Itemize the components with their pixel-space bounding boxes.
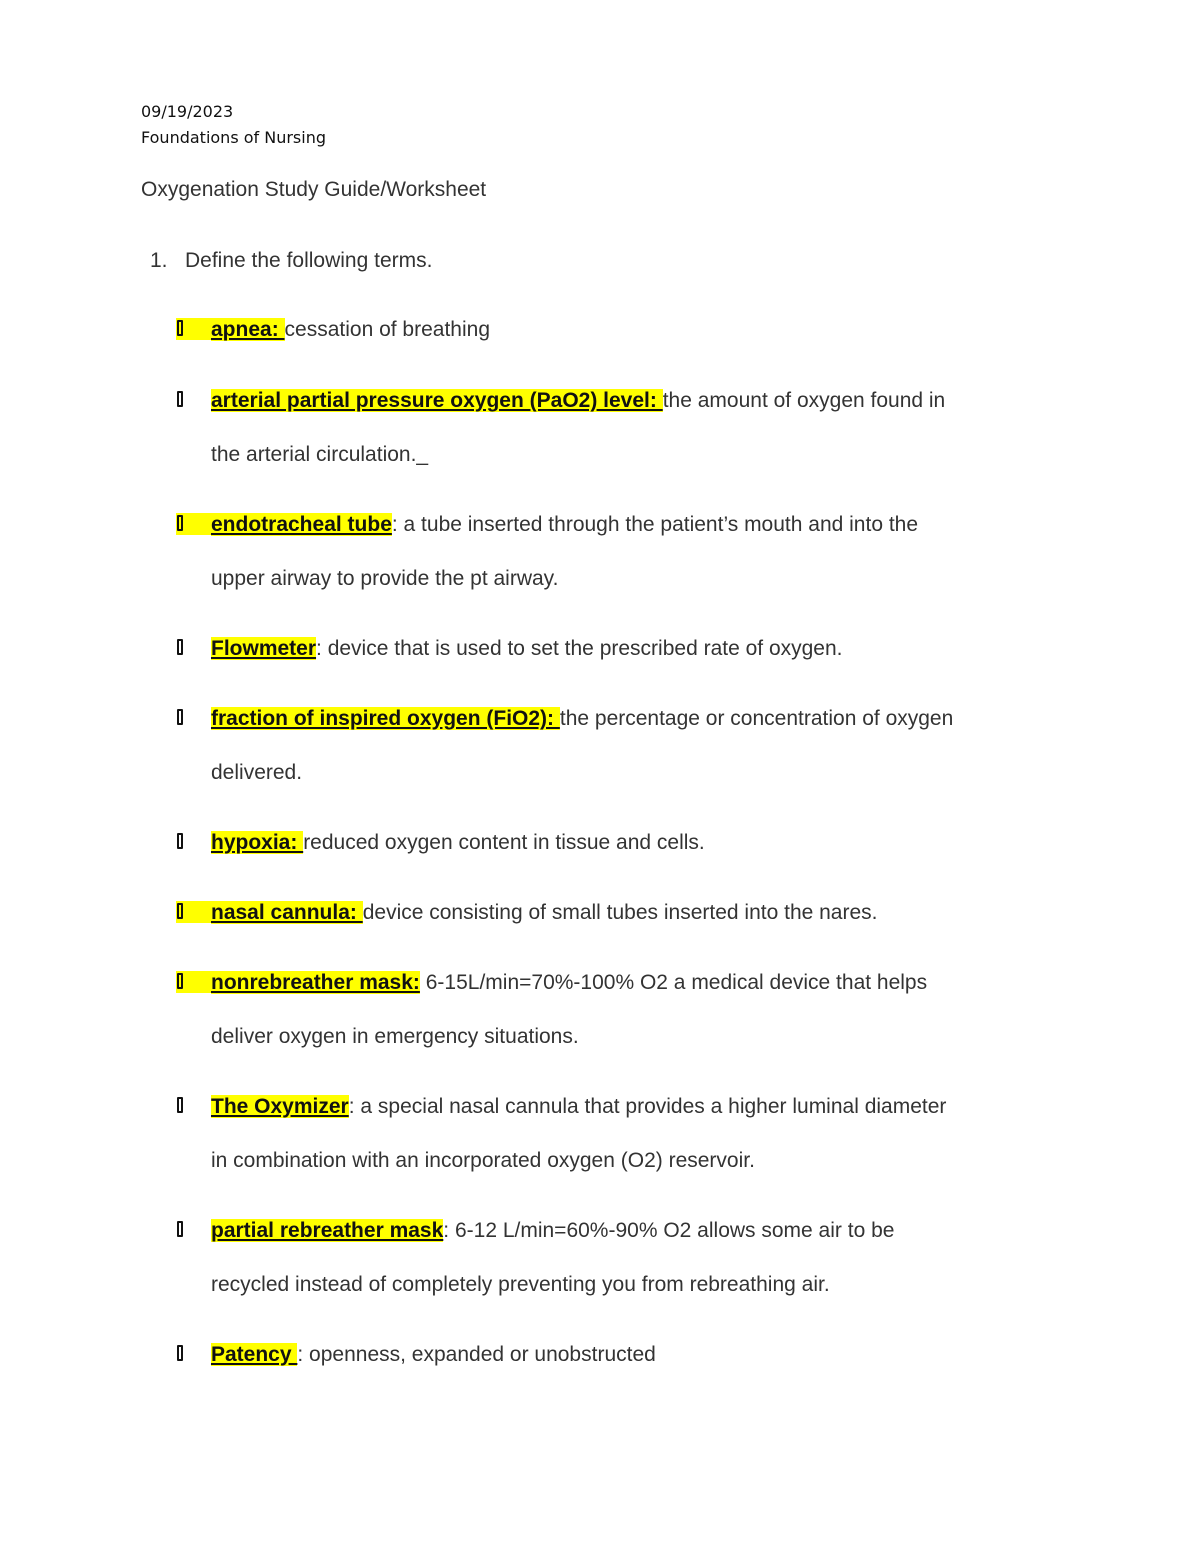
list-item: [211, 513, 918, 537]
question-number: 1.: [150, 249, 168, 272]
definition: : a tube inserted through the patient’s mouth and into the: [391, 513, 919, 536]
definition: cessation of breathing: [284, 318, 490, 341]
definition-continued: the arterial circulation._: [211, 443, 429, 466]
bullet-icon: [176, 1343, 190, 1365]
bullet-icon: [176, 1095, 190, 1117]
list-item: [211, 707, 953, 731]
definition: : 6-12 L/min=60%-90% O2 allows some air to be: [443, 1219, 895, 1242]
term: The Oxymizer: [211, 1095, 349, 1118]
list-item: [211, 637, 843, 661]
bullet-icon: [176, 513, 212, 535]
term: fraction of inspired oxygen (FiO2):: [211, 707, 560, 730]
definition-continued: recycled instead of completely preventing you from rebreathing air.: [211, 1273, 830, 1296]
definition: 6-15L/min=70%-100% O2 a medical device that helps: [419, 971, 928, 994]
term: arterial partial pressure oxygen (PaO2) level:: [211, 389, 663, 412]
bullet-icon: [176, 389, 190, 411]
page-title: Oxygenation Study Guide/Worksheet: [141, 178, 487, 201]
bullet-icon: [176, 707, 190, 729]
question-1: [150, 249, 432, 273]
definition-continued: upper airway to provide the pt airway.: [211, 567, 559, 590]
term: nonrebreather mask:: [211, 971, 420, 994]
term: Flowmeter: [211, 637, 317, 660]
term: nasal cannula:: [211, 901, 363, 924]
bullet-icon: [176, 637, 190, 659]
list-item: [211, 389, 945, 413]
definition: : openness, expanded or unobstructed: [297, 1343, 656, 1366]
list-item: [211, 971, 927, 995]
definition: reduced oxygen content in tissue and cells.: [303, 831, 705, 854]
bullet-icon: [176, 901, 212, 923]
list-item: [211, 1219, 894, 1243]
term: partial rebreather mask: [211, 1219, 444, 1242]
term: hypoxia:: [211, 831, 304, 854]
definition: : device that is used to set the prescribed rate of oxygen.: [316, 637, 843, 660]
definition: device consisting of small tubes inserted into the nares.: [362, 901, 878, 924]
bullet-icon: [176, 318, 212, 340]
definition: the amount of oxygen found in: [662, 389, 946, 412]
bullet-icon: [176, 1219, 190, 1241]
list-item: [211, 831, 705, 855]
bullet-icon: [176, 971, 212, 993]
definition-continued: delivered.: [211, 761, 303, 784]
bullet-icon: [176, 831, 190, 853]
definition-continued: in combination with an incorporated oxygen (O2) reservoir.: [211, 1149, 755, 1172]
list-item: [211, 901, 878, 925]
definition: the percentage or concentration of oxygen: [559, 707, 954, 730]
list-item: [211, 1343, 656, 1367]
term: endotracheal tube: [211, 513, 392, 536]
list-item: [211, 1095, 946, 1119]
term: Patency: [211, 1343, 298, 1366]
course-name: Foundations of Nursing: [141, 128, 327, 147]
definition: : a special nasal cannula that provides a higher luminal diameter: [348, 1095, 947, 1118]
document-date: 09/19/2023: [141, 102, 234, 121]
question-text: Define the following terms.: [185, 249, 433, 272]
term: apnea:: [211, 318, 285, 341]
definition-continued: deliver oxygen in emergency situations.: [211, 1025, 579, 1048]
list-item: [211, 318, 490, 342]
